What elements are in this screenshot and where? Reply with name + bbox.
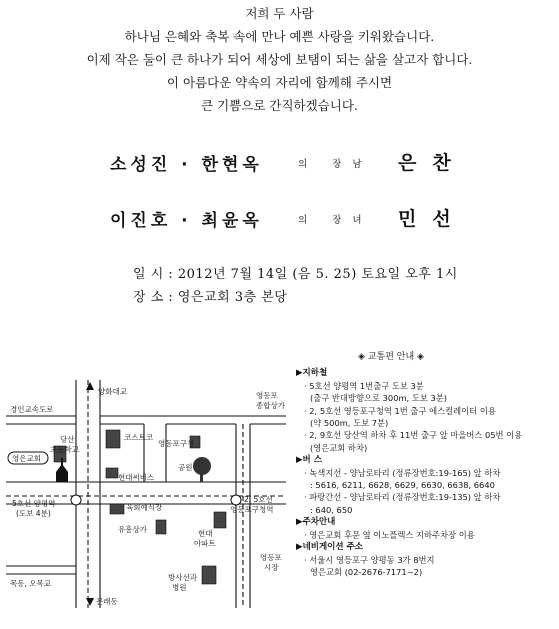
subway-heading: ▶지하철 — [296, 368, 328, 379]
label-ydp-office: 영등포구청 — [158, 439, 195, 448]
label-ydp-mkt4: 시장 — [264, 563, 279, 572]
label-walk4: (도보 4분) — [16, 509, 51, 518]
label-line25a: 2, 5호선 — [244, 495, 273, 504]
label-munrae: 문래동 — [96, 597, 118, 606]
subway-item: · 5호선 양평역 1번출구 도보 3분 — [304, 380, 424, 391]
groom-name: 은찬 — [398, 152, 467, 174]
label-hwayang: 양화대교 — [98, 387, 127, 396]
bus-heading: ▶버 스 — [296, 455, 322, 466]
groom-parents: 소성진 · 한현옥 — [110, 155, 263, 175]
bus-item: : 640, 650 — [310, 504, 353, 515]
label-hyundai-apt1: 현대 — [198, 529, 213, 538]
map-labels — [10, 386, 286, 606]
parking-item: · 영은교회 후문 옆 이노플렉스 지하주차장 이용 — [304, 529, 475, 540]
label-dairy: 육회예식장 — [126, 503, 163, 512]
location-map — [6, 380, 292, 608]
intro-line: 하나님 은혜와 축복 속에 만나 예쁜 사랑을 키워왔습니다. — [124, 29, 435, 44]
label-hyundai-apt2: 아파트 — [194, 539, 216, 548]
label-dangsan: 당산 — [60, 435, 75, 444]
bride-parents: 이진호 · 최윤옥 — [110, 211, 263, 231]
subway-item: (출구 반대방향으로 300m, 도보 3분) — [310, 393, 448, 404]
subway-item: (약 500m, 도보 7분) — [310, 418, 389, 429]
subway-item: · 2, 9호선 당산역 하차 후 11번 출구 앞 마을버스 05번 이용 — [304, 430, 523, 441]
groom-relation: 의 장남 — [298, 159, 373, 170]
bride-relation: 의 장녀 — [298, 215, 373, 226]
transport-guide — [296, 351, 556, 578]
label-costco: 코스트코 — [124, 433, 153, 442]
navigation-item: 영은교회 (02-2676-7171~2) — [310, 566, 423, 577]
label-fire2: 병원 — [172, 583, 187, 592]
bus-item: · 파랑간선 - 양남로타리 (정류장번호:19-135) 앞 하차 — [304, 492, 501, 503]
parking-heading: ▶주차안내 — [296, 517, 336, 528]
label-ydp-market: 영등포 — [256, 391, 278, 400]
invitation-message — [0, 2, 559, 117]
intro-line: 이제 작은 둘이 큰 하나가 되어 세상에 보탬이 되는 삶을 살고자 합니다. — [86, 52, 473, 67]
label-yuheung: 유흥상가 — [118, 525, 147, 534]
bride-name: 민선 — [398, 208, 467, 230]
label-line25b: 영등포구청역 — [230, 505, 274, 514]
label-hyundai-service: 현대써비스 — [118, 473, 155, 482]
label-elementary: 초등학교 — [50, 445, 79, 454]
bus-item: : 5616, 6211, 6628, 6629, 6630, 6638, 6640 — [310, 480, 495, 491]
intro-line: 큰 기쁨으로 간직하겠습니다. — [201, 98, 358, 113]
intro-line: 이 아름다운 약속의 자리에 함께해 주시면 — [166, 75, 393, 90]
transport-title: ◈ 교통편 안내 ◈ — [358, 352, 424, 362]
label-gyeongin: 경인교속도로 — [10, 405, 54, 414]
navigation-item: · 서울시 영등포구 양평동 3가 8번지 — [304, 554, 435, 565]
navigation-heading: ▶네비게이션 주소 — [296, 542, 363, 553]
label-line5: 5호선 양평역 — [12, 499, 56, 508]
label-mokdong: 목동, 오목교 — [10, 579, 51, 588]
label-market2: 종합상가 — [256, 401, 285, 410]
label-fire1: 방사선과 — [168, 573, 197, 582]
bus-item: · 녹색지선 - 양남로타리 (정류장번호:19-165) 앞 하차 — [304, 467, 501, 478]
label-park: 공원 — [178, 463, 193, 472]
label-ydp-mkt3: 영등포 — [260, 553, 282, 562]
ceremony-place: 장 소 : 영은교회 3층 본당 — [133, 290, 288, 305]
subway-item: (영은교회 하차) — [310, 442, 368, 453]
label-church: 영은교회 — [12, 454, 41, 463]
intro-line: 저희 두 사람 — [245, 6, 314, 21]
ceremony-datetime: 일 시 : 2012년 7월 14일 (음 5. 25) 토요일 오후 1시 — [133, 267, 458, 282]
subway-item: · 2, 5호선 영등포구청역 1번 출구 에스컬레이터 이용 — [304, 405, 496, 416]
